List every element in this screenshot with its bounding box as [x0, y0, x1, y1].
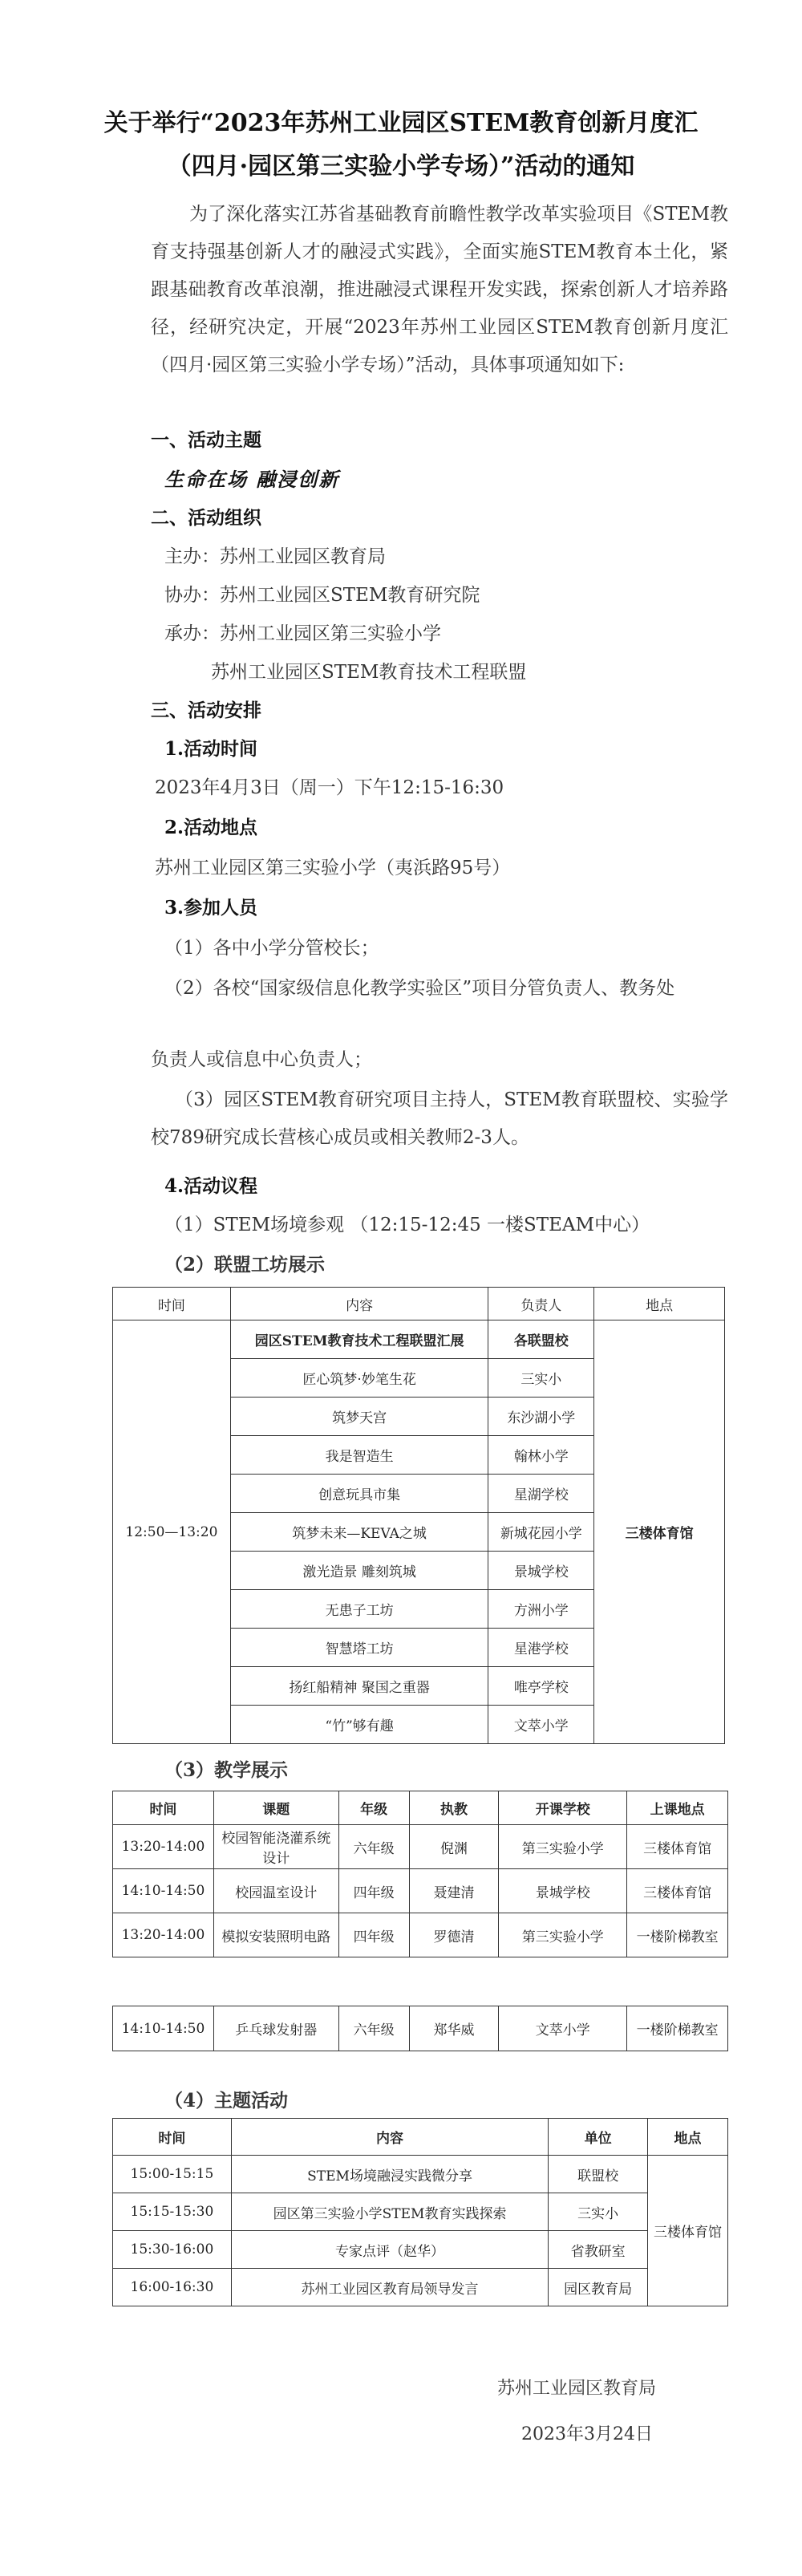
workshop-owner: 三实小 [488, 1359, 594, 1398]
header-content: 内容 [230, 1288, 488, 1320]
agenda-heading: 4.活动议程 [164, 1175, 258, 1197]
header-topic: 课题 [213, 1791, 338, 1825]
lesson-topic: 校园智能浇灌系统设计 [213, 1825, 338, 1869]
table-row [113, 2193, 728, 2231]
header-school: 开课学校 [499, 1791, 627, 1825]
table-row [113, 2231, 728, 2269]
workshop-owner: 翰林小学 [488, 1436, 594, 1475]
table-header-row [113, 2119, 728, 2156]
lesson-teacher: 罗德清 [409, 1913, 499, 1957]
lesson-time: 14:10-14:50 [113, 2006, 214, 2051]
workshop-owner: 各联盟校 [488, 1320, 594, 1359]
workshop-location: 三楼体育馆 [594, 1320, 725, 1744]
header-time: 时间 [113, 2119, 232, 2156]
header-location: 地点 [648, 2119, 728, 2156]
activity-time: 2023年4月3日（周一）下午12:15-16:30 [155, 777, 504, 798]
org-co: 协办：苏州工业园区STEM教育研究院 [164, 585, 480, 606]
header-content: 内容 [231, 2119, 548, 2156]
workshop-content: 筑梦天宫 [230, 1398, 488, 1436]
header-teacher: 执教 [409, 1791, 499, 1825]
workshop-owner: 新城花园小学 [488, 1513, 594, 1552]
theme-time: 15:15-15:30 [113, 2193, 232, 2231]
workshop-content: 创意玩具市集 [230, 1475, 488, 1513]
lesson-time: 13:20-14:00 [113, 1913, 214, 1957]
lesson-time: 13:20-14:00 [113, 1825, 214, 1869]
theme-content: 园区第三实验小学STEM教育实践探索 [231, 2193, 548, 2231]
table-row [113, 1825, 728, 1869]
lesson-teacher: 倪渊 [409, 1825, 499, 1869]
lesson-topic: 校园温室设计 [213, 1869, 338, 1913]
section-organization-heading: 二、活动组织 [151, 507, 261, 529]
people-item-2-cont: 负责人或信息中心负责人； [151, 1049, 372, 1070]
people-item-3: （3）园区STEM教育研究项目主持人，STEM教育联盟校、实验学校789研究成长营核心成员或相关教师2-3人。 [151, 1089, 728, 1148]
time-heading: 1.活动时间 [164, 738, 258, 760]
workshop-content: 无患子工坊 [230, 1590, 488, 1629]
table-header-row [113, 1288, 725, 1320]
header-time: 时间 [113, 1791, 214, 1825]
workshop-content: 我是智造生 [230, 1436, 488, 1475]
org-undertake: 承办：苏州工业园区第三实验小学 [164, 623, 441, 644]
agenda-item-2: （2）联盟工坊展示 [164, 1254, 326, 1276]
header-owner: 负责人 [488, 1288, 594, 1320]
table-row [113, 1320, 725, 1359]
workshop-content: “竹”够有趣 [230, 1706, 488, 1744]
lesson-room: 三楼体育馆 [627, 1869, 728, 1913]
table-row [113, 1913, 728, 1957]
lesson-teacher: 郑华威 [409, 2006, 499, 2051]
theme-time: 16:00-16:30 [113, 2269, 232, 2306]
theme-time: 15:30-16:00 [113, 2231, 232, 2269]
header-room: 上课地点 [627, 1791, 728, 1825]
header-location: 地点 [594, 1288, 725, 1320]
lesson-grade: 四年级 [338, 1913, 409, 1957]
intro-paragraph: 为了深化落实江苏省基础教育前瞻性教学改革实验项目《STEM教育支持强基创新人才的融浸式实践》，全面实施STEM教育本土化，紧跟基础教育改革浪潮，推进融浸式课程开发实践，探索创新人才培养路径，经研究决定，开展“2023年苏州工业园区STEM教育创新月度汇（四月·园区第三实验小学专场）”活动，具体事项通知如下: [151, 204, 728, 375]
lesson-room: 一楼阶梯教室 [627, 2006, 728, 2051]
table-row [113, 2156, 728, 2193]
lesson-topic: 乒乓球发射器 [213, 2006, 338, 2051]
lesson-room: 一楼阶梯教室 [627, 1913, 728, 1957]
lesson-grade: 六年级 [338, 1825, 409, 1869]
workshop-owner: 方洲小学 [488, 1590, 594, 1629]
org-host: 主办：苏州工业园区教育局 [164, 546, 386, 567]
theme-content: STEM场境融浸实践微分享 [231, 2156, 548, 2193]
header-time: 时间 [113, 1288, 231, 1320]
table-header-row [113, 1791, 728, 1825]
workshop-owner: 星港学校 [488, 1629, 594, 1667]
signature-date: 2023年3月24日 [521, 2424, 653, 2444]
lesson-grade: 四年级 [338, 1869, 409, 1913]
table-row [113, 1869, 728, 1913]
agenda-item-1: （1）STEM场境参观 （12:15-12:45 一楼STEAM中心） [164, 1215, 650, 1235]
theme-time: 15:00-15:15 [113, 2156, 232, 2193]
workshop-owner: 东沙湖小学 [488, 1398, 594, 1436]
workshop-content: 扬红船精神 聚国之重器 [230, 1667, 488, 1706]
people-heading: 3.参加人员 [164, 897, 258, 919]
theme-unit: 省教研室 [549, 2231, 648, 2269]
workshop-content: 筑梦未来—KEVA之城 [230, 1513, 488, 1552]
lesson-grade: 六年级 [338, 2006, 409, 2051]
doc-title-line2: （四月·园区第三实验小学专场）”活动的通知 [167, 152, 635, 181]
workshop-owner: 文萃小学 [488, 1706, 594, 1744]
signature-org: 苏州工业园区教育局 [497, 2379, 657, 2399]
workshop-content: 激光造景 雕刻筑城 [230, 1552, 488, 1590]
lesson-room: 三楼体育馆 [627, 1825, 728, 1869]
lesson-school: 文萃小学 [499, 2006, 627, 2051]
agenda-item-4: （4）主题活动 [164, 2090, 289, 2112]
lesson-teacher: 聂建清 [409, 1869, 499, 1913]
place-heading: 2.活动地点 [164, 817, 258, 838]
lesson-topic: 模拟安装照明电路 [213, 1913, 338, 1957]
people-item-2: （2）各校“国家级信息化教学实验区”项目分管负责人、教务处 [164, 978, 675, 999]
activity-place: 苏州工业园区第三实验小学（夷浜路95号） [155, 858, 511, 878]
section-theme-heading: 一、活动主题 [151, 429, 261, 451]
org-undertake-2: 苏州工业园区STEM教育技术工程联盟 [211, 662, 527, 683]
lesson-school: 景城学校 [499, 1869, 627, 1913]
header-unit: 单位 [549, 2119, 648, 2156]
theme-location: 三楼体育馆 [648, 2156, 728, 2306]
workshop-owner: 景城学校 [488, 1552, 594, 1590]
activity-theme: 生命在场 融浸创新 [164, 468, 340, 491]
workshop-owner: 唯亭学校 [488, 1667, 594, 1706]
workshop-owner: 星湖学校 [488, 1475, 594, 1513]
lesson-time: 14:10-14:50 [113, 1869, 214, 1913]
table-row [113, 2006, 728, 2051]
table-row [113, 2269, 728, 2306]
workshop-content: 园区STEM教育技术工程联盟汇展 [230, 1320, 488, 1359]
workshop-time: 12:50—13:20 [113, 1320, 231, 1744]
theme-unit: 园区教育局 [549, 2269, 648, 2306]
people-item-1: （1）各中小学分管校长； [164, 938, 379, 959]
agenda-item-3: （3）教学展示 [164, 1759, 289, 1781]
theme-unit: 三实小 [549, 2193, 648, 2231]
lesson-school: 第三实验小学 [499, 1913, 627, 1957]
section-arrangement-heading: 三、活动安排 [151, 700, 261, 721]
theme-content: 专家点评（赵华） [231, 2231, 548, 2269]
workshop-content: 匠心筑梦·妙笔生花 [230, 1359, 488, 1398]
header-grade: 年级 [338, 1791, 409, 1825]
teaching-table-continued [112, 2006, 728, 2051]
workshop-table [112, 1287, 725, 1744]
doc-title-line1: 关于举行“2023年苏州工业园区STEM教育创新月度汇 [103, 109, 699, 137]
theme-unit: 联盟校 [549, 2156, 648, 2193]
theme-activity-table [112, 2118, 728, 2306]
workshop-content: 智慧塔工坊 [230, 1629, 488, 1667]
lesson-school: 第三实验小学 [499, 1825, 627, 1869]
theme-content: 苏州工业园区教育局领导发言 [231, 2269, 548, 2306]
teaching-table [112, 1791, 728, 1957]
